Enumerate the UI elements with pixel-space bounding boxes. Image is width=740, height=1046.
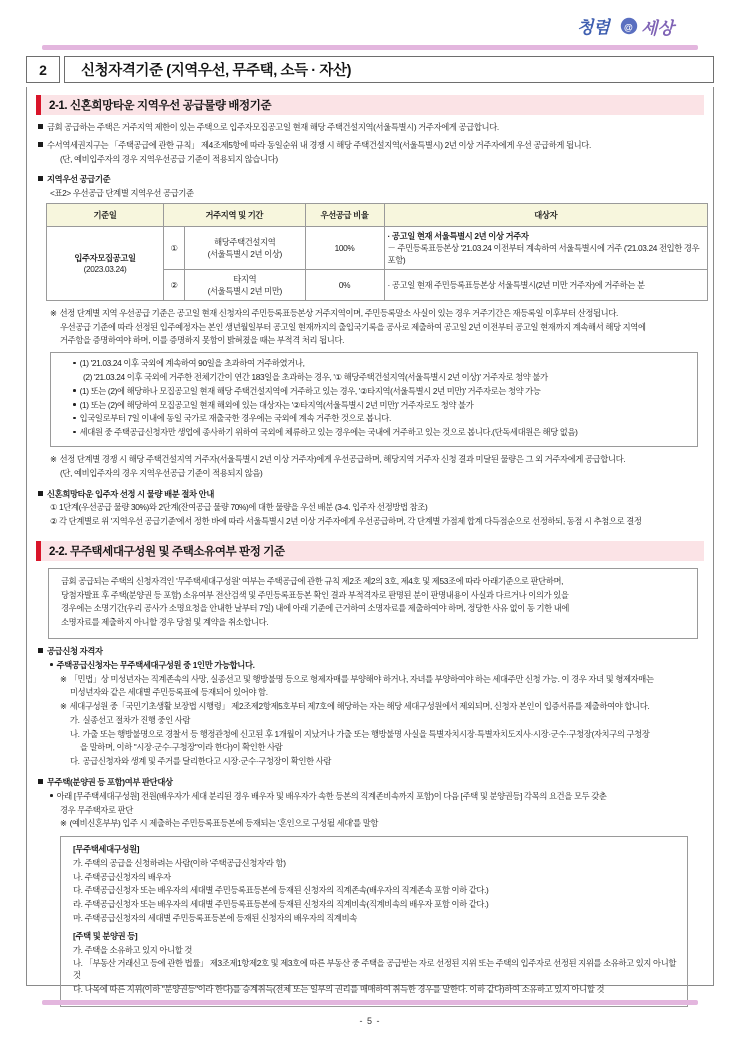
- exclusion-item: 다. 공급신청자와 생계 및 주거를 달리한다고 시장·군수·구청장이 확인한 사람: [70, 756, 332, 767]
- cell-target: · 공고일 현재 주민등록표등본상 서울특별시(2년 미만 거주자)에 거주하는 분: [384, 269, 707, 300]
- asterisk-icon: ※: [50, 307, 57, 318]
- table-row: [47, 226, 708, 269]
- square-bullet-icon: [38, 176, 43, 181]
- intro-line: 소명자료를 제출하지 아니할 경우 당첨 및 계약을 취소합니다.: [61, 617, 269, 628]
- logo-row: [0, 14, 740, 44]
- subsection-2-1-title: 2-1. 신혼희망타운 지역우선 공급물량 배정기준: [49, 100, 272, 112]
- th-base-date: 기준일: [47, 203, 164, 226]
- intro-line: 경우에는 소명기간(우리 공사가 소명요청을 안내한 날부터 7일) 내에 아래 기준에 근거하여 소명자료를 제출하여야 하며, 정당한 사유 없이 동 기한 내에: [61, 603, 570, 614]
- note-line: (단, 예비입주자의 경우 지역우선공급 기준이 적용되지 않음): [60, 467, 263, 478]
- allocation-item: ① 1단계(우선공급 물량 30%)와 2단계(잔여공급 물량 70%)에 대한 물량을 우선 배분 (3-4. 입주자 선정방법 참조): [50, 502, 428, 513]
- cell-row-index: ①: [164, 226, 185, 269]
- subsection-2-1-banner: [36, 95, 704, 115]
- box-item: 가. 주택을 소유하고 있지 아니할 것: [73, 944, 193, 955]
- box-line: (1) '21.03.24 이후 국외에 계속하여 90일을 초과하여 거주하였거나,: [59, 358, 689, 370]
- qualifier-heading: 공급신청 자격자: [36, 646, 704, 658]
- box-line: 세대원 중 주택공급신청자만 생업에 종사하기 위하여 국외에 체류하고 있는 경우에는 국내에 거주하고 있는 것으로 봅니다.(단독세대원은 해당 없음): [59, 427, 689, 439]
- dot-bullet-icon: [73, 362, 76, 365]
- square-bullet-icon: [38, 142, 43, 147]
- box-item: 마. 주택공급신청자의 세대별 주민등록표등본에 등재된 신청자의 배우자의 직계비속: [73, 913, 357, 924]
- th-region-period: 거주지역 및 기간: [164, 203, 306, 226]
- overseas-residence-box: [50, 352, 698, 447]
- box-item: 다. 주택공급신청자 또는 배우자의 세대별 주민등록표등본에 등재된 신청자의 직계존속(배우자의 직계존속 포함 이하 같다.): [73, 885, 489, 896]
- svg-text:청렴: 청렴: [577, 18, 610, 37]
- asterisk-icon: ※: [50, 453, 57, 464]
- square-bullet-icon: [38, 124, 43, 129]
- cell-ratio: 100%: [305, 226, 384, 269]
- dot-bullet-icon: [50, 663, 53, 666]
- qualifier-note: ※ 「민법」상 미성년자는 직계존속의 사망, 실종선고 및 행방불명 등으로 형제자매를 부양해야 하거나, 자녀를 부양하여야 하는 세대주만 신청 가능. 이 경우 자녀 및 형제자매는: [60, 673, 654, 684]
- box-line: 입국일로부터 7일 이내에 동일 국가로 재출국한 경우에는 국외에 계속 거주한 것으로 봅니다.: [59, 413, 689, 425]
- bullet-line: 금회 공급하는 주택은 거주지역 제한이 있는 주택으로 입주자모집공고일 현재 해당 주택건설지역(서울특별시) 거주자에게 공급합니다.: [36, 122, 704, 134]
- content-frame: [26, 56, 714, 994]
- asterisk-icon: ※: [60, 701, 67, 712]
- page-number: - 5 -: [359, 1016, 381, 1026]
- cheongryeom-sesang-logo: [577, 14, 705, 40]
- box-item: 다. 나목에 따른 지위(이하 "분양권등"이라 한다)를 승계취득(전체 또는 일부의 권리를 매매하여 취득한 경우를 말한다. 이하 같다)하여 소유하고 있지 아니할 것: [73, 983, 605, 994]
- box-title: [주택 및 분양권 등]: [73, 930, 138, 941]
- judge-bullet-cont: 경우 무주택자로 판단: [60, 804, 133, 815]
- svg-text:세상: 세상: [641, 19, 674, 38]
- judge-bullet: 아래 [무주택세대구성원] 전원(배우자가 세대 분리된 경우 배우자 및 배우자가 속한 등본의 직계존비속까지 포함)이 다음 [주택 및 분양권등] 각목의 요건을 모두 갖춘: [36, 791, 704, 803]
- dot-bullet-icon: [73, 403, 76, 406]
- exclusion-item-cont: 을 말하며, 이하 "시장·군수·구청장"이라 한다)이 확인한 사람: [80, 742, 283, 753]
- judge-heading: 무주택(분양권 등 포함)여부 판단대상: [36, 777, 704, 789]
- exclusion-item: 나. 가출 또는 행방불명으로 경찰서 등 행정관청에 신고된 후 1개월이 지났거나 가출 또는 행방불명 사실을 특별자치시장·특별자치도지사·시장·군수·구청장(자치구의 구청장: [70, 728, 650, 739]
- dot-bullet-icon: [73, 389, 76, 392]
- bullet-note: (단, 예비입주자의 경우 지역우선공급 기준이 적용되지 않습니다): [60, 153, 278, 164]
- square-bullet-icon: [38, 648, 43, 653]
- red-tick-icon: [36, 541, 41, 561]
- qualifier-bullet: 주택공급신청자는 무주택세대구성원 중 1인만 가능합니다.: [36, 660, 704, 672]
- svg-text:@: @: [624, 22, 633, 33]
- cell-region: 해당주택건설지역 (서울특별시 2년 이상): [185, 226, 306, 269]
- dot-bullet-icon: [73, 431, 76, 434]
- note-line: ※ 선정 단계별 경쟁 시 해당 주택건설지역 거주자(서울특별시 2년 이상 거주자)에게 우선공급하며, 해당지역 거주자 신청 결과 미달된 물량은 그 외 거주자에게 공급합니다.: [50, 453, 626, 464]
- bottom-accent-rule: [42, 1000, 698, 1005]
- allocation-item: ② 각 단계별로 위 '지역우선 공급기준'에서 정한 바에 따라 서울특별시 2년 이상 거주자에게 우선공급하며, 각 단계별 가점제 합계 다득점순으로 선정하되, 동점 시 추첨으로 결정: [50, 516, 642, 527]
- box-item: 나. 주택공급신청자의 배우자: [73, 871, 171, 882]
- table-caption: <표2> 우선공급 단계별 지역우선 공급기준: [50, 188, 194, 199]
- note-line: ※ 선정 단계별 지역 우선공급 기준은 공고일 현재 신청자의 주민등록표등본상 거주지역이며, 주민등록말소 사실이 있는 경우 거주기간은 재등록일 이후부터 산정됩니다.: [50, 307, 618, 318]
- asterisk-icon: ※: [60, 673, 67, 684]
- qualifier-note: 미성년자와 같은 세대별 주민등록표에 등재되어 있어야 함.: [70, 687, 268, 698]
- priority-supply-table: [46, 203, 708, 301]
- th-ratio: 우선공급 비율: [305, 203, 384, 226]
- dot-bullet-icon: [50, 794, 53, 797]
- subsection-2-2-title: 2-2. 무주택세대구성원 및 주택소유여부 판정 기준: [49, 545, 285, 558]
- cell-base-date: 입주자모집공고일 (2023.03.24): [47, 226, 164, 300]
- exclusion-note: ※ 세대구성원 중「국민기초생활 보장법 시행령」 제2조제2항제5호부터 제7호에 해당하는 자는 해당 세대구성원에서 제외되며, 신청자 본인이 입증서류를 제출하여야 합니다.: [60, 701, 650, 712]
- allocation-heading: 신혼희망타운 입주자 선정 시 물량 배분 절차 안내: [36, 489, 704, 501]
- box-title: [무주택세대구성원]: [73, 844, 140, 855]
- section-body: [26, 87, 714, 994]
- box-line: (1) 또는 (2)에 해당하나 모집공고일 현재 해당 주택건설지역에 거주하고 있는 경우, '②타지역(서울특별시 2년 미만)' 거주자로는 청약 가능: [59, 386, 689, 398]
- box-line: (2) '21.03.24 이후 국외에 거주한 전체기간이 연간 183일을 초과하는 경우, '① 해당주택건설지역(서울특별시 2년 이상)' 거주자로 청약 불가: [83, 372, 548, 383]
- section-header: [26, 56, 714, 83]
- box-line: (1) 또는 (2)에 해당하여 모집공고일 현재 해외에 있는 대상자는 '②타지역(서울특별시 2년 미만)' 거주자로도 청약 불가: [59, 400, 689, 412]
- intro-line: 당첨자발표 후 주택(분양권 등 포함) 소유여부 전산검색 및 주민등록표등본 확인 결과 부적격자로 판명된 분이 판명내용이 사실과 다르거나 이의가 있을: [61, 589, 569, 600]
- th-target: 대상자: [384, 203, 707, 226]
- bullet-line: 수서역세권지구는 「주택공급에 관한 규칙」 제4조제5항에 따라 동일순위 내 경쟁 시 해당 주택건설지역(서울특별시) 2년 이상 거주자에게 우선 공급하게 됩니다.: [36, 140, 704, 152]
- criteria-heading: 지역우선 공급기준: [36, 174, 704, 186]
- square-bullet-icon: [38, 779, 43, 784]
- subsection-2-2-banner: [36, 541, 704, 561]
- cell-row-index: ②: [164, 269, 185, 300]
- note-line: 거주함을 증명하여야 하며, 이를 증명하지 못함이 밝혀졌을 때는 부적격 처리 됩니다.: [60, 335, 345, 346]
- box-item: 나. 「부동산 거래신고 등에 관한 법률」 제3조제1항제2호 및 제3호에 따른 부동산 중 주택을 공급받는 자로 선정된 지위 또는 주택의 입주자로 선정된 지위를 소유하고 있지 아니할 것: [73, 958, 677, 981]
- exclusion-item: 가. 실종선고 절차가 진행 중인 사람: [70, 714, 191, 725]
- square-bullet-icon: [38, 491, 43, 496]
- intro-box: [48, 568, 698, 639]
- box-item: 가. 주택의 공급을 신청하려는 사람(이하 '주택공급신청자'라 함): [73, 857, 286, 868]
- cell-region: 타지역 (서울특별시 2년 미만): [185, 269, 306, 300]
- cell-ratio: 0%: [305, 269, 384, 300]
- section-number: 2: [26, 56, 60, 83]
- note-line: 우선공급 기준에 따라 선정된 입주예정자는 본인 생년월일부터 공고일 현재까지의 출입국기록을 공사로 제출하여 공고일 2년 이전부터 공고일 현재까지 계속해서 해당 지역에: [60, 321, 646, 332]
- judge-note: ※ (예비신혼부부) 입주 시 제출하는 주민등록표등본에 등재되는 '혼인으로 구성될 세대'를 말함: [60, 818, 379, 829]
- box-item: 라. 주택공급신청자 또는 배우자의 세대별 주민등록표등본에 등재된 신청자의 직계비속(직계비속의 배우자 포함 이하 같다.): [73, 899, 489, 910]
- dot-bullet-icon: [73, 417, 76, 420]
- red-tick-icon: [36, 95, 41, 115]
- cell-target: · 공고일 현재 서울특별시 2년 이상 거주자 － 주민등록표등본상 '21.03.24 이전부터 계속하여 서울특별시에 거주 ('21.03.24 전입한 경우 포함): [384, 226, 707, 269]
- asterisk-icon: ※: [60, 818, 67, 829]
- table-header-row: [47, 203, 708, 226]
- section-title: 신청자격기준 (지역우선, 무주택, 소득 · 자산): [64, 56, 714, 83]
- top-accent-rule: [42, 45, 698, 50]
- intro-line: 금회 공급되는 주택의 신청자격인 '무주택세대구성원' 여부는 주택공급에 관한 규칙 제2조 제2의 3호, 제4호 및 제53조에 따라 아래기준으로 판단하며,: [61, 575, 564, 586]
- household-member-box: [60, 836, 688, 1007]
